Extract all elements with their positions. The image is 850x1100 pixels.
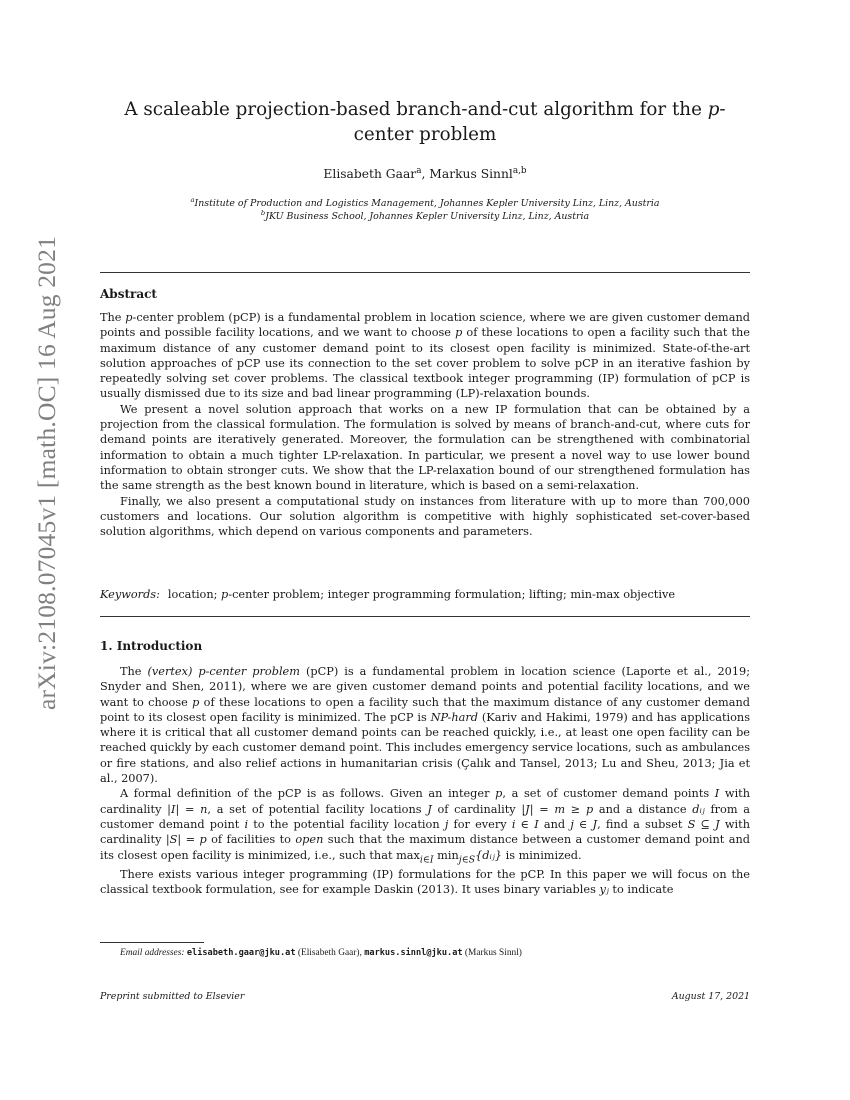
preprint-date: August 17, 2021 xyxy=(671,991,750,1002)
abstract-bottom-rule xyxy=(100,616,750,617)
abstract-body xyxy=(100,310,750,539)
intro-paragraph: The (vertex) p-center problem (pCP) is a fundamental problem in location science (Laporte et al., 2019; Snyder and Shen, 2011), where we are given customer demand points and potential facility locations, and we want to choose p of these locations to open a facility such that the maximum distance of any customer demand point to its closest open facility is minimized. The pCP is NP-hard (Kariv and Hakimi, 1979) and has applications where it is critical that all customer demand points can be reached quickly, i.e., at least one open facility can be reached quickly by each customer demand point. This includes emergency service locations, such as ambulances or fire stations, and also relief actions in humanitarian crisis (Çalık and Tansel, 2013; Lu and Sheu, 2013; Jia et al., 2007). xyxy=(100,665,751,786)
email-link[interactable]: elisabeth.gaar@jku.at xyxy=(186,948,296,958)
abstract-heading: Abstract xyxy=(100,287,157,301)
affiliations xyxy=(100,195,750,223)
abstract-paragraph: We present a novel solution approach that works on a new IP formulation that can be obtained by a projection from the classical formulation. The formulation is solved by means of branch-and-cut, where cuts for demand points are iteratively generated. Moreover, the formulation can be strengthened with combinatorial information to obtain a much tighter LP-relaxation. In particular, we present a novel way to use lower bound information to obtain stronger cuts. We show that the LP-relaxation bound of our strengthened formulation has the same strength as the best known bound in literature, which is based on a semi-relaxation. xyxy=(100,402,750,493)
paper-title: A scaleable projection-based branch-and-cut algorithm for the p-center problem xyxy=(124,99,726,145)
abstract-paragraph: Finally, we also present a computational study on instances from literature with up to more than 700,000 customers and locations. Our solution algorithm is competitive with highly sophisticated set-cover-based solution algorithms, which depend on various components and parameters. xyxy=(100,494,750,539)
affiliation-a: $^a$Institute of Production and Logistics Management, Johannes Kepler University Linz, Linz, Austria xyxy=(190,195,660,209)
arxiv-identifier: arXiv:2108.07045v1 [math.OC] 16 Aug 2021 xyxy=(32,235,61,711)
introduction-heading: 1. Introduction xyxy=(100,639,203,653)
footnote-rule xyxy=(100,942,204,943)
author-name: Markus Sinnl xyxy=(429,167,513,181)
email-footnote: Email addresses: elisabeth.gaar@jku.at (Elisabeth Gaar), markus.sinnl@jku.at (Markus Sinnl) xyxy=(120,948,522,958)
author-name: Elisabeth Gaar xyxy=(323,167,417,181)
abstract-top-rule xyxy=(100,272,750,273)
keywords: Keywords: location; p-center problem; integer programming formulation; lifting; min-max objective xyxy=(100,588,676,601)
introduction-body xyxy=(100,664,750,898)
intro-paragraph: A formal definition of the pCP is as follows. Given an integer p, a set of customer demand points I with cardinality |I| = n, a set of potential facility locations J of cardinality |J| = m ≥ p and a distance dᵢⱼ from a customer demand point i to the potential facility location j for every i ∈ I and j ∈ J, find a subset S ⊆ J with cardinality |S| = p of facilities to open such that the maximum distance between a customer demand point and its closest open facility is minimized, i.e., such that $\max_{i\in I}$ $\min_{j\in S}\{dᵢⱼ\}$ is minimized. xyxy=(100,787,750,865)
email-link[interactable]: markus.sinnl@jku.at xyxy=(364,948,463,958)
author-list: Elisabeth Gaar$^a$, Markus Sinnl$^{a,b}$ xyxy=(323,165,527,181)
intro-paragraph: There exists various integer programming (IP) formulations for the pCP. In this paper we will focus on the classical textbook formulation, see for example Daskin (2013). It uses binary variables yⱼ to indicate xyxy=(100,868,750,897)
preprint-note: Preprint submitted to Elsevier xyxy=(100,991,245,1002)
affiliation-b: $^b$JKU Business School, Johannes Kepler University Linz, Linz, Austria xyxy=(260,208,590,222)
abstract-paragraph: The p-center problem (pCP) is a fundamental problem in location science, where we are given customer demand points and possible facility locations, and we want to choose p of these locations to open a facility such that the maximum distance of any customer demand point to its closest open facility is minimized. State-of-the-art solution approaches of pCP use its connection to the set cover problem to solve pCP in an iterative fashion by repeatedly solving set cover problems. The classical textbook integer programming (IP) formulation of pCP is usually dismissed due to its size and bad linear programming (LP)-relaxation bounds. xyxy=(100,311,751,401)
